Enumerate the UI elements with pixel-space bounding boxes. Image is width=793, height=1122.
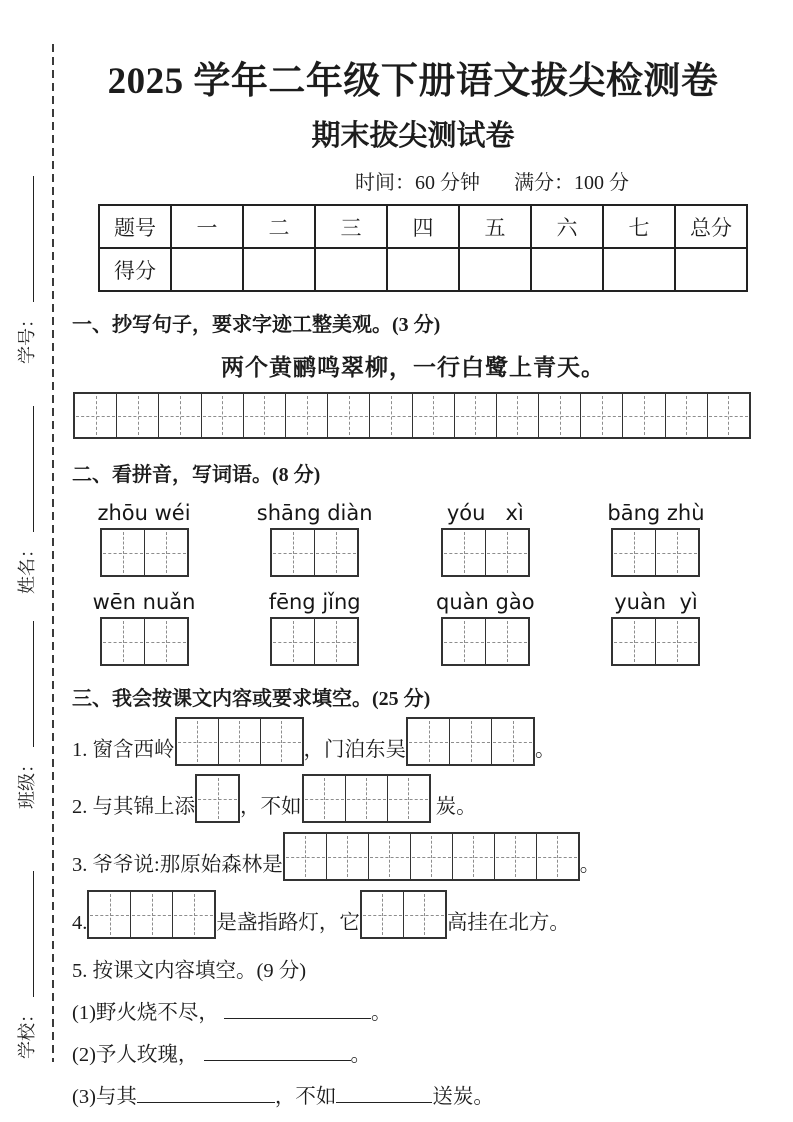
question-text: (3)与其 xyxy=(72,1086,137,1108)
writing-cell[interactable] xyxy=(326,834,368,879)
question-5-sublines xyxy=(72,995,754,1109)
writing-cell[interactable] xyxy=(285,394,327,437)
writing-cell[interactable] xyxy=(327,394,369,437)
writing-cell[interactable] xyxy=(655,619,698,664)
answer-grid xyxy=(100,617,189,666)
answer-grid xyxy=(611,617,700,666)
exam-full-score: 满分：100 分 xyxy=(514,172,629,194)
question-text: 是盏指路灯，它 xyxy=(216,912,360,934)
writing-cell[interactable] xyxy=(144,619,187,664)
score-input-cell[interactable] xyxy=(675,248,747,291)
question-text: 1. 窗含西岭 xyxy=(72,739,175,761)
copy-writing-grid xyxy=(73,392,751,439)
question-text: 。 xyxy=(579,854,601,876)
paper-content xyxy=(72,0,754,1109)
score-table-header-cell: 一 xyxy=(171,205,243,248)
question-text: 高挂在北方。 xyxy=(446,912,570,934)
class-field xyxy=(14,581,38,809)
writing-cell[interactable] xyxy=(491,719,533,764)
question-text: (1)野火烧不尽， xyxy=(72,1002,225,1024)
section-1-heading: 一、抄写句子，要求字迹工整美观。(3 分) xyxy=(72,314,441,336)
writing-cell[interactable] xyxy=(655,530,698,575)
score-table-header-cell: 六 xyxy=(531,205,603,248)
fill-question-line xyxy=(72,1079,754,1109)
pinyin-word-group xyxy=(256,501,373,577)
question-text: ，不如 xyxy=(274,1086,337,1108)
fill-question-line xyxy=(72,832,754,881)
question-text: ，不如 xyxy=(240,796,302,818)
pinyin-word-group xyxy=(436,590,535,666)
answer-grid xyxy=(360,890,447,939)
writing-cell[interactable] xyxy=(75,394,116,437)
exam-info-row xyxy=(355,166,754,195)
pinyin-label: yóu xì xyxy=(446,501,524,525)
answer-grid xyxy=(100,528,189,577)
writing-cell[interactable] xyxy=(260,719,302,764)
score-row-label: 得分 xyxy=(99,248,171,291)
writing-cell[interactable] xyxy=(345,776,387,821)
writing-cell[interactable] xyxy=(387,776,429,821)
score-input-cell[interactable] xyxy=(531,248,603,291)
writing-cell[interactable] xyxy=(197,776,238,821)
writing-cell[interactable] xyxy=(485,619,528,664)
student-name-blank-line[interactable] xyxy=(19,406,34,532)
question-text: 送炭。 xyxy=(432,1086,494,1108)
school-blank-line[interactable] xyxy=(19,871,34,997)
question-text: 。 xyxy=(350,1044,372,1066)
exam-time: 时间：60 分钟 xyxy=(355,172,480,194)
writing-cell[interactable] xyxy=(665,394,707,437)
school-field xyxy=(14,831,38,1059)
student-name-field xyxy=(14,366,38,594)
pinyin-word-group xyxy=(607,501,705,577)
pinyin-word-group xyxy=(441,501,529,577)
writing-cell[interactable] xyxy=(707,394,749,437)
writing-cell[interactable] xyxy=(485,530,528,575)
writing-cell[interactable] xyxy=(201,394,243,437)
question-text: 3. 爷爷说:那原始森林是 xyxy=(72,854,283,876)
writing-cell[interactable] xyxy=(272,530,314,575)
question-text: 。 xyxy=(535,739,556,761)
score-input-cell[interactable] xyxy=(315,248,387,291)
fill-in-questions xyxy=(72,717,754,939)
answer-grid xyxy=(302,774,431,823)
score-table-header-cell: 总分 xyxy=(675,205,747,248)
answer-grid xyxy=(270,528,359,577)
writing-cell[interactable] xyxy=(622,394,664,437)
writing-cell[interactable] xyxy=(452,834,494,879)
pinyin-label: shāng diàn xyxy=(256,501,373,525)
question-text: 炭。 xyxy=(430,796,477,818)
fill-question-line xyxy=(72,774,754,823)
writing-cell[interactable] xyxy=(314,619,357,664)
answer-grid xyxy=(406,717,535,766)
question-text: 2. 与其锦上添 xyxy=(72,796,195,818)
pinyin-label: bāng zhù xyxy=(607,501,705,525)
score-table-header-cell: 五 xyxy=(459,205,531,248)
pinyin-label: fēng jǐng xyxy=(268,590,361,614)
question-text: 。 xyxy=(371,1002,392,1024)
score-input-cell[interactable] xyxy=(459,248,531,291)
score-input-cell[interactable] xyxy=(171,248,243,291)
writing-cell[interactable] xyxy=(272,619,314,664)
score-table-header-cell: 七 xyxy=(603,205,675,248)
pinyin-word-group xyxy=(612,590,700,666)
writing-cell[interactable] xyxy=(580,394,622,437)
writing-cell[interactable] xyxy=(218,719,260,764)
answer-blank[interactable] xyxy=(137,1084,275,1103)
class-label: 班级： xyxy=(17,755,37,809)
paper-title: 2025 学年二年级下册语文拔尖检测卷 xyxy=(107,61,719,102)
score-table-header-cell: 二 xyxy=(243,205,315,248)
writing-cell[interactable] xyxy=(454,394,496,437)
pinyin-label: quàn gào xyxy=(436,590,535,614)
pinyin-word-group xyxy=(97,501,191,577)
pinyin-word-group xyxy=(92,590,196,666)
answer-grid xyxy=(270,617,359,666)
fill-question-line xyxy=(72,717,754,766)
writing-cell[interactable] xyxy=(102,619,144,664)
writing-cell[interactable] xyxy=(496,394,538,437)
section-3-heading: 三、我会按课文内容或要求填空。(25 分) xyxy=(72,688,431,710)
writing-cell[interactable] xyxy=(177,719,218,764)
writing-cell[interactable] xyxy=(613,619,655,664)
copy-sentence: 两个黄鹂鸣翠柳，一行白鹭上青天。 xyxy=(221,355,605,380)
writing-cell[interactable] xyxy=(538,394,580,437)
pinyin-words-area xyxy=(72,501,754,666)
pinyin-label: wēn nuǎn xyxy=(92,590,196,614)
answer-grid xyxy=(175,717,304,766)
answer-grid xyxy=(87,890,216,939)
score-input-cell[interactable] xyxy=(243,248,315,291)
pinyin-row xyxy=(92,590,700,666)
score-input-cell[interactable] xyxy=(603,248,675,291)
answer-grid xyxy=(195,774,240,823)
pinyin-label: yuàn yì xyxy=(614,590,698,614)
fill-question-line xyxy=(72,1037,754,1067)
writing-cell[interactable] xyxy=(613,530,655,575)
student-id-field xyxy=(14,136,38,364)
score-input-cell[interactable] xyxy=(387,248,459,291)
writing-cell[interactable] xyxy=(116,394,158,437)
score-table-header-cell: 四 xyxy=(387,205,459,248)
pinyin-label: zhōu wéi xyxy=(97,501,191,525)
paper-subtitle: 期末拔尖测试卷 xyxy=(311,120,515,152)
writing-cell[interactable] xyxy=(172,892,214,937)
section-2-heading: 二、看拼音，写词语。(8 分) xyxy=(72,464,321,486)
writing-cell[interactable] xyxy=(494,834,536,879)
writing-cell[interactable] xyxy=(285,834,326,879)
question-text: ，门泊东吴 xyxy=(303,739,406,761)
writing-cell[interactable] xyxy=(304,776,345,821)
question-text: 4. xyxy=(72,912,88,934)
writing-cell[interactable] xyxy=(102,530,144,575)
writing-cell[interactable] xyxy=(443,619,485,664)
class-blank-line[interactable] xyxy=(19,621,34,747)
writing-cell[interactable] xyxy=(368,834,410,879)
writing-cell[interactable] xyxy=(158,394,200,437)
binding-dashed-line xyxy=(52,44,54,1062)
answer-blank[interactable] xyxy=(224,1000,371,1019)
answer-grid xyxy=(611,528,700,577)
answer-blank[interactable] xyxy=(336,1084,432,1103)
fill-question-line xyxy=(72,890,754,939)
writing-cell[interactable] xyxy=(369,394,411,437)
writing-cell[interactable] xyxy=(362,892,403,937)
score-table-header-cell: 题号 xyxy=(99,205,171,248)
answer-blank[interactable] xyxy=(204,1042,351,1061)
question-text: (2)予人玫瑰， xyxy=(72,1044,204,1066)
answer-grid xyxy=(441,528,530,577)
writing-cell[interactable] xyxy=(89,892,130,937)
school-label: 学校： xyxy=(17,1005,37,1059)
student-id-label: 学号： xyxy=(17,310,37,364)
score-table xyxy=(98,204,748,292)
writing-cell[interactable] xyxy=(443,530,485,575)
writing-cell[interactable] xyxy=(144,530,187,575)
student-id-blank-line[interactable] xyxy=(19,176,34,302)
student-name-label: 姓名： xyxy=(17,540,37,594)
pinyin-word-group xyxy=(268,590,361,666)
writing-cell[interactable] xyxy=(314,530,357,575)
writing-cell[interactable] xyxy=(243,394,285,437)
writing-cell[interactable] xyxy=(403,892,445,937)
writing-cell[interactable] xyxy=(408,719,449,764)
writing-cell[interactable] xyxy=(412,394,454,437)
pinyin-row xyxy=(97,501,705,577)
writing-cell[interactable] xyxy=(410,834,452,879)
fill-question-line xyxy=(72,995,754,1025)
writing-cell[interactable] xyxy=(130,892,172,937)
score-table-header-cell: 三 xyxy=(315,205,387,248)
question-5-heading: 5. 按课文内容填空。(9 分) xyxy=(72,960,307,982)
answer-grid xyxy=(441,617,530,666)
answer-grid xyxy=(283,832,580,881)
writing-cell[interactable] xyxy=(536,834,578,879)
writing-cell[interactable] xyxy=(449,719,491,764)
